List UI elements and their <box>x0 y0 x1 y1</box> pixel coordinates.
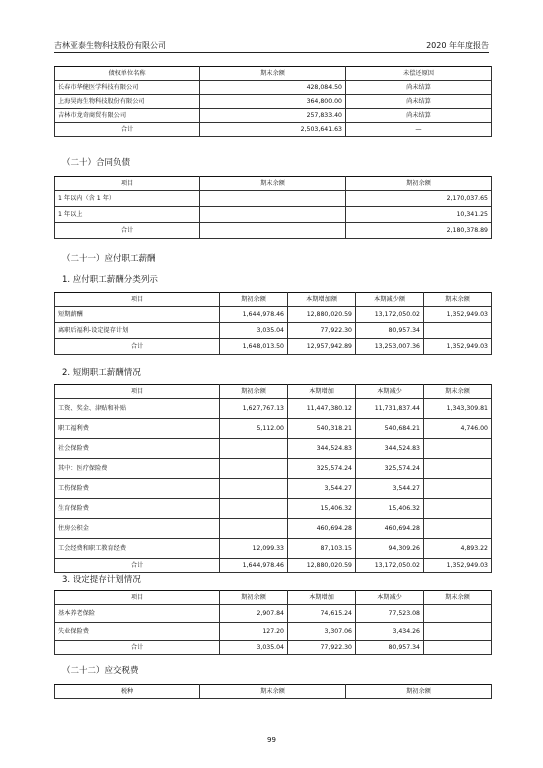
table-row <box>55 95 492 109</box>
table-row <box>55 479 492 499</box>
cell <box>220 459 288 479</box>
cell: 生育保险费 <box>55 499 220 519</box>
cell: 职工福利费 <box>55 419 220 439</box>
col-header: 未偿还原因 <box>346 67 492 81</box>
col-header: 本期增加 <box>288 385 356 399</box>
cell: 460,694.28 <box>356 519 424 539</box>
cell: 尚未结算 <box>346 95 492 109</box>
col-header: 项目 <box>55 591 220 605</box>
total-row <box>55 339 492 355</box>
table-row <box>55 459 492 479</box>
table-row <box>55 519 492 539</box>
cell: 94,309.26 <box>356 539 424 559</box>
subsection-heading: 1. 应付职工薪酬分类列示 <box>62 275 158 285</box>
table-row <box>55 207 492 223</box>
section-heading: （二十二）应交税费 <box>62 666 139 676</box>
cell: 344,524.83 <box>356 439 424 459</box>
taxes-payable-table <box>54 684 492 699</box>
cell <box>424 623 492 641</box>
cell: 合计 <box>55 123 200 137</box>
cell: 13,172,050.02 <box>356 307 424 323</box>
cell: 12,957,942.89 <box>288 339 356 355</box>
cell: 364,800.00 <box>200 95 346 109</box>
cell: 1,352,949.03 <box>424 307 492 323</box>
total-row <box>55 559 492 573</box>
cell <box>200 223 346 239</box>
table-row <box>55 439 492 459</box>
subsection-heading: 2. 短期职工薪酬情况 <box>62 368 141 378</box>
col-header: 项目 <box>55 385 220 399</box>
table-row <box>55 499 492 519</box>
cell <box>424 479 492 499</box>
table-row <box>55 191 492 207</box>
cell: 12,880,020.59 <box>288 307 356 323</box>
cell: 4,746.00 <box>424 419 492 439</box>
cell: 428,084.50 <box>200 81 346 95</box>
table-row <box>55 419 492 439</box>
table-row <box>55 323 492 339</box>
cell: 上海昊海生物科技股份有限公司 <box>55 95 200 109</box>
col-header: 本期减少额 <box>356 293 424 307</box>
cell <box>424 459 492 479</box>
cell: 社会保险费 <box>55 439 220 459</box>
cell: 12,880,020.59 <box>288 559 356 573</box>
cell: 其中：医疗保险费 <box>55 459 220 479</box>
col-header: 本期减少 <box>356 591 424 605</box>
cell: 3,035.04 <box>220 323 288 339</box>
cell: 77,922.30 <box>288 641 356 655</box>
defined-contribution-table <box>54 590 492 655</box>
page-header <box>54 38 489 53</box>
company-name: 吉林亚泰生物科技股份有限公司 <box>54 41 166 50</box>
cell: 325,574.24 <box>356 459 424 479</box>
cell <box>424 323 492 339</box>
cell: 4,893.22 <box>424 539 492 559</box>
cell: 3,434.26 <box>356 623 424 641</box>
col-header: 期末余额 <box>200 67 346 81</box>
col-header: 期初余额 <box>220 385 288 399</box>
table-row <box>55 81 492 95</box>
short-term-payroll-table <box>54 384 492 573</box>
cell: 87,103.15 <box>288 539 356 559</box>
cell: 1,644,978.46 <box>220 307 288 323</box>
cell: 5,112.00 <box>220 419 288 439</box>
cell: 1,627,767.13 <box>220 399 288 419</box>
col-header: 期末余额 <box>424 293 492 307</box>
cell: 325,574.24 <box>288 459 356 479</box>
payroll-classification-table <box>54 292 492 355</box>
cell <box>424 519 492 539</box>
table-row <box>55 109 492 123</box>
cell: 2,170,037.65 <box>346 191 492 207</box>
contract-liability-table <box>54 176 492 239</box>
table-row <box>55 399 492 419</box>
cell: 1 年以上 <box>55 207 200 223</box>
cell: 合计 <box>55 223 200 239</box>
cell: 77,922.30 <box>288 323 356 339</box>
cell <box>424 439 492 459</box>
col-header: 期末余额 <box>424 591 492 605</box>
cell: 基本养老保险 <box>55 605 220 623</box>
cell: 工资、奖金、津贴和补贴 <box>55 399 220 419</box>
cell: 2,503,641.63 <box>200 123 346 137</box>
cell: 合计 <box>55 559 220 573</box>
cell: 长春市华健医学科技有限公司 <box>55 81 200 95</box>
cell: 1,644,978.46 <box>220 559 288 573</box>
creditor-table <box>54 66 492 137</box>
cell: 11,731,837.44 <box>356 399 424 419</box>
cell: 77,523.08 <box>356 605 424 623</box>
cell: 工会经费和职工教育经费 <box>55 539 220 559</box>
total-row <box>55 641 492 655</box>
cell: 15,406.32 <box>356 499 424 519</box>
total-row <box>55 123 492 137</box>
col-header: 期末余额 <box>424 385 492 399</box>
cell <box>200 207 346 223</box>
cell: 257,833.40 <box>200 109 346 123</box>
cell: 13,253,007.36 <box>356 339 424 355</box>
col-header: 期末余额 <box>200 177 346 191</box>
col-header: 本期减少 <box>356 385 424 399</box>
cell: 12,099.33 <box>220 539 288 559</box>
cell: 15,406.32 <box>288 499 356 519</box>
cell: 合计 <box>55 641 220 655</box>
cell <box>220 519 288 539</box>
cell: 80,957.34 <box>356 323 424 339</box>
col-header: 本期增加额 <box>288 293 356 307</box>
col-header: 税种 <box>55 685 200 699</box>
col-header: 本期增加 <box>288 591 356 605</box>
cell: 3,307.06 <box>288 623 356 641</box>
cell: 失业保险费 <box>55 623 220 641</box>
cell: 1,648,013.50 <box>220 339 288 355</box>
cell: 离职后福利-设定提存计划 <box>55 323 220 339</box>
col-header: 项目 <box>55 293 220 307</box>
table-row <box>55 539 492 559</box>
cell: 1,352,949.03 <box>424 559 492 573</box>
cell: 13,172,050.02 <box>356 559 424 573</box>
cell <box>200 191 346 207</box>
cell: 尚未结算 <box>346 81 492 95</box>
cell: 80,957.34 <box>356 641 424 655</box>
cell: 1 年以内（含 1 年） <box>55 191 200 207</box>
col-header: 期初余额 <box>220 591 288 605</box>
cell <box>424 605 492 623</box>
cell: 3,035.04 <box>220 641 288 655</box>
cell: 1,352,949.03 <box>424 339 492 355</box>
cell: 2,907.84 <box>220 605 288 623</box>
subsection-heading: 3. 设定提存计划情况 <box>62 575 141 585</box>
cell: 合计 <box>55 339 220 355</box>
col-header: 债权单位名称 <box>55 67 200 81</box>
cell: 540,684.21 <box>356 419 424 439</box>
total-row <box>55 223 492 239</box>
cell: 540,318.21 <box>288 419 356 439</box>
cell: 460,694.28 <box>288 519 356 539</box>
page-number: 99 <box>267 736 276 744</box>
col-header: 期初余额 <box>346 685 492 699</box>
section-heading: （二十）合同负债 <box>62 158 131 168</box>
cell: 3,544.27 <box>356 479 424 499</box>
cell: 127.20 <box>220 623 288 641</box>
cell: 1,343,309.81 <box>424 399 492 419</box>
cell <box>424 499 492 519</box>
col-header: 期初余额 <box>220 293 288 307</box>
cell: 2,180,378.89 <box>346 223 492 239</box>
table-row <box>55 623 492 641</box>
cell <box>220 479 288 499</box>
cell: 工伤保险费 <box>55 479 220 499</box>
cell: 344,524.83 <box>288 439 356 459</box>
report-title: 2020 年年度报告 <box>426 41 489 50</box>
section-heading: （二十一）应付职工薪酬 <box>62 254 156 264</box>
table-row <box>55 307 492 323</box>
col-header: 期初余额 <box>346 177 492 191</box>
cell: — <box>346 123 492 137</box>
cell: 3,544.27 <box>288 479 356 499</box>
cell: 短期薪酬 <box>55 307 220 323</box>
cell: 74,615.24 <box>288 605 356 623</box>
cell: 11,447,380.12 <box>288 399 356 419</box>
cell <box>220 439 288 459</box>
cell: 吉林市龙奇商贸有限公司 <box>55 109 200 123</box>
col-header: 项目 <box>55 177 200 191</box>
cell <box>424 641 492 655</box>
cell: 尚未结算 <box>346 109 492 123</box>
cell: 10,341.25 <box>346 207 492 223</box>
table-row <box>55 605 492 623</box>
cell <box>220 499 288 519</box>
cell: 住房公积金 <box>55 519 220 539</box>
col-header: 期末余额 <box>200 685 346 699</box>
